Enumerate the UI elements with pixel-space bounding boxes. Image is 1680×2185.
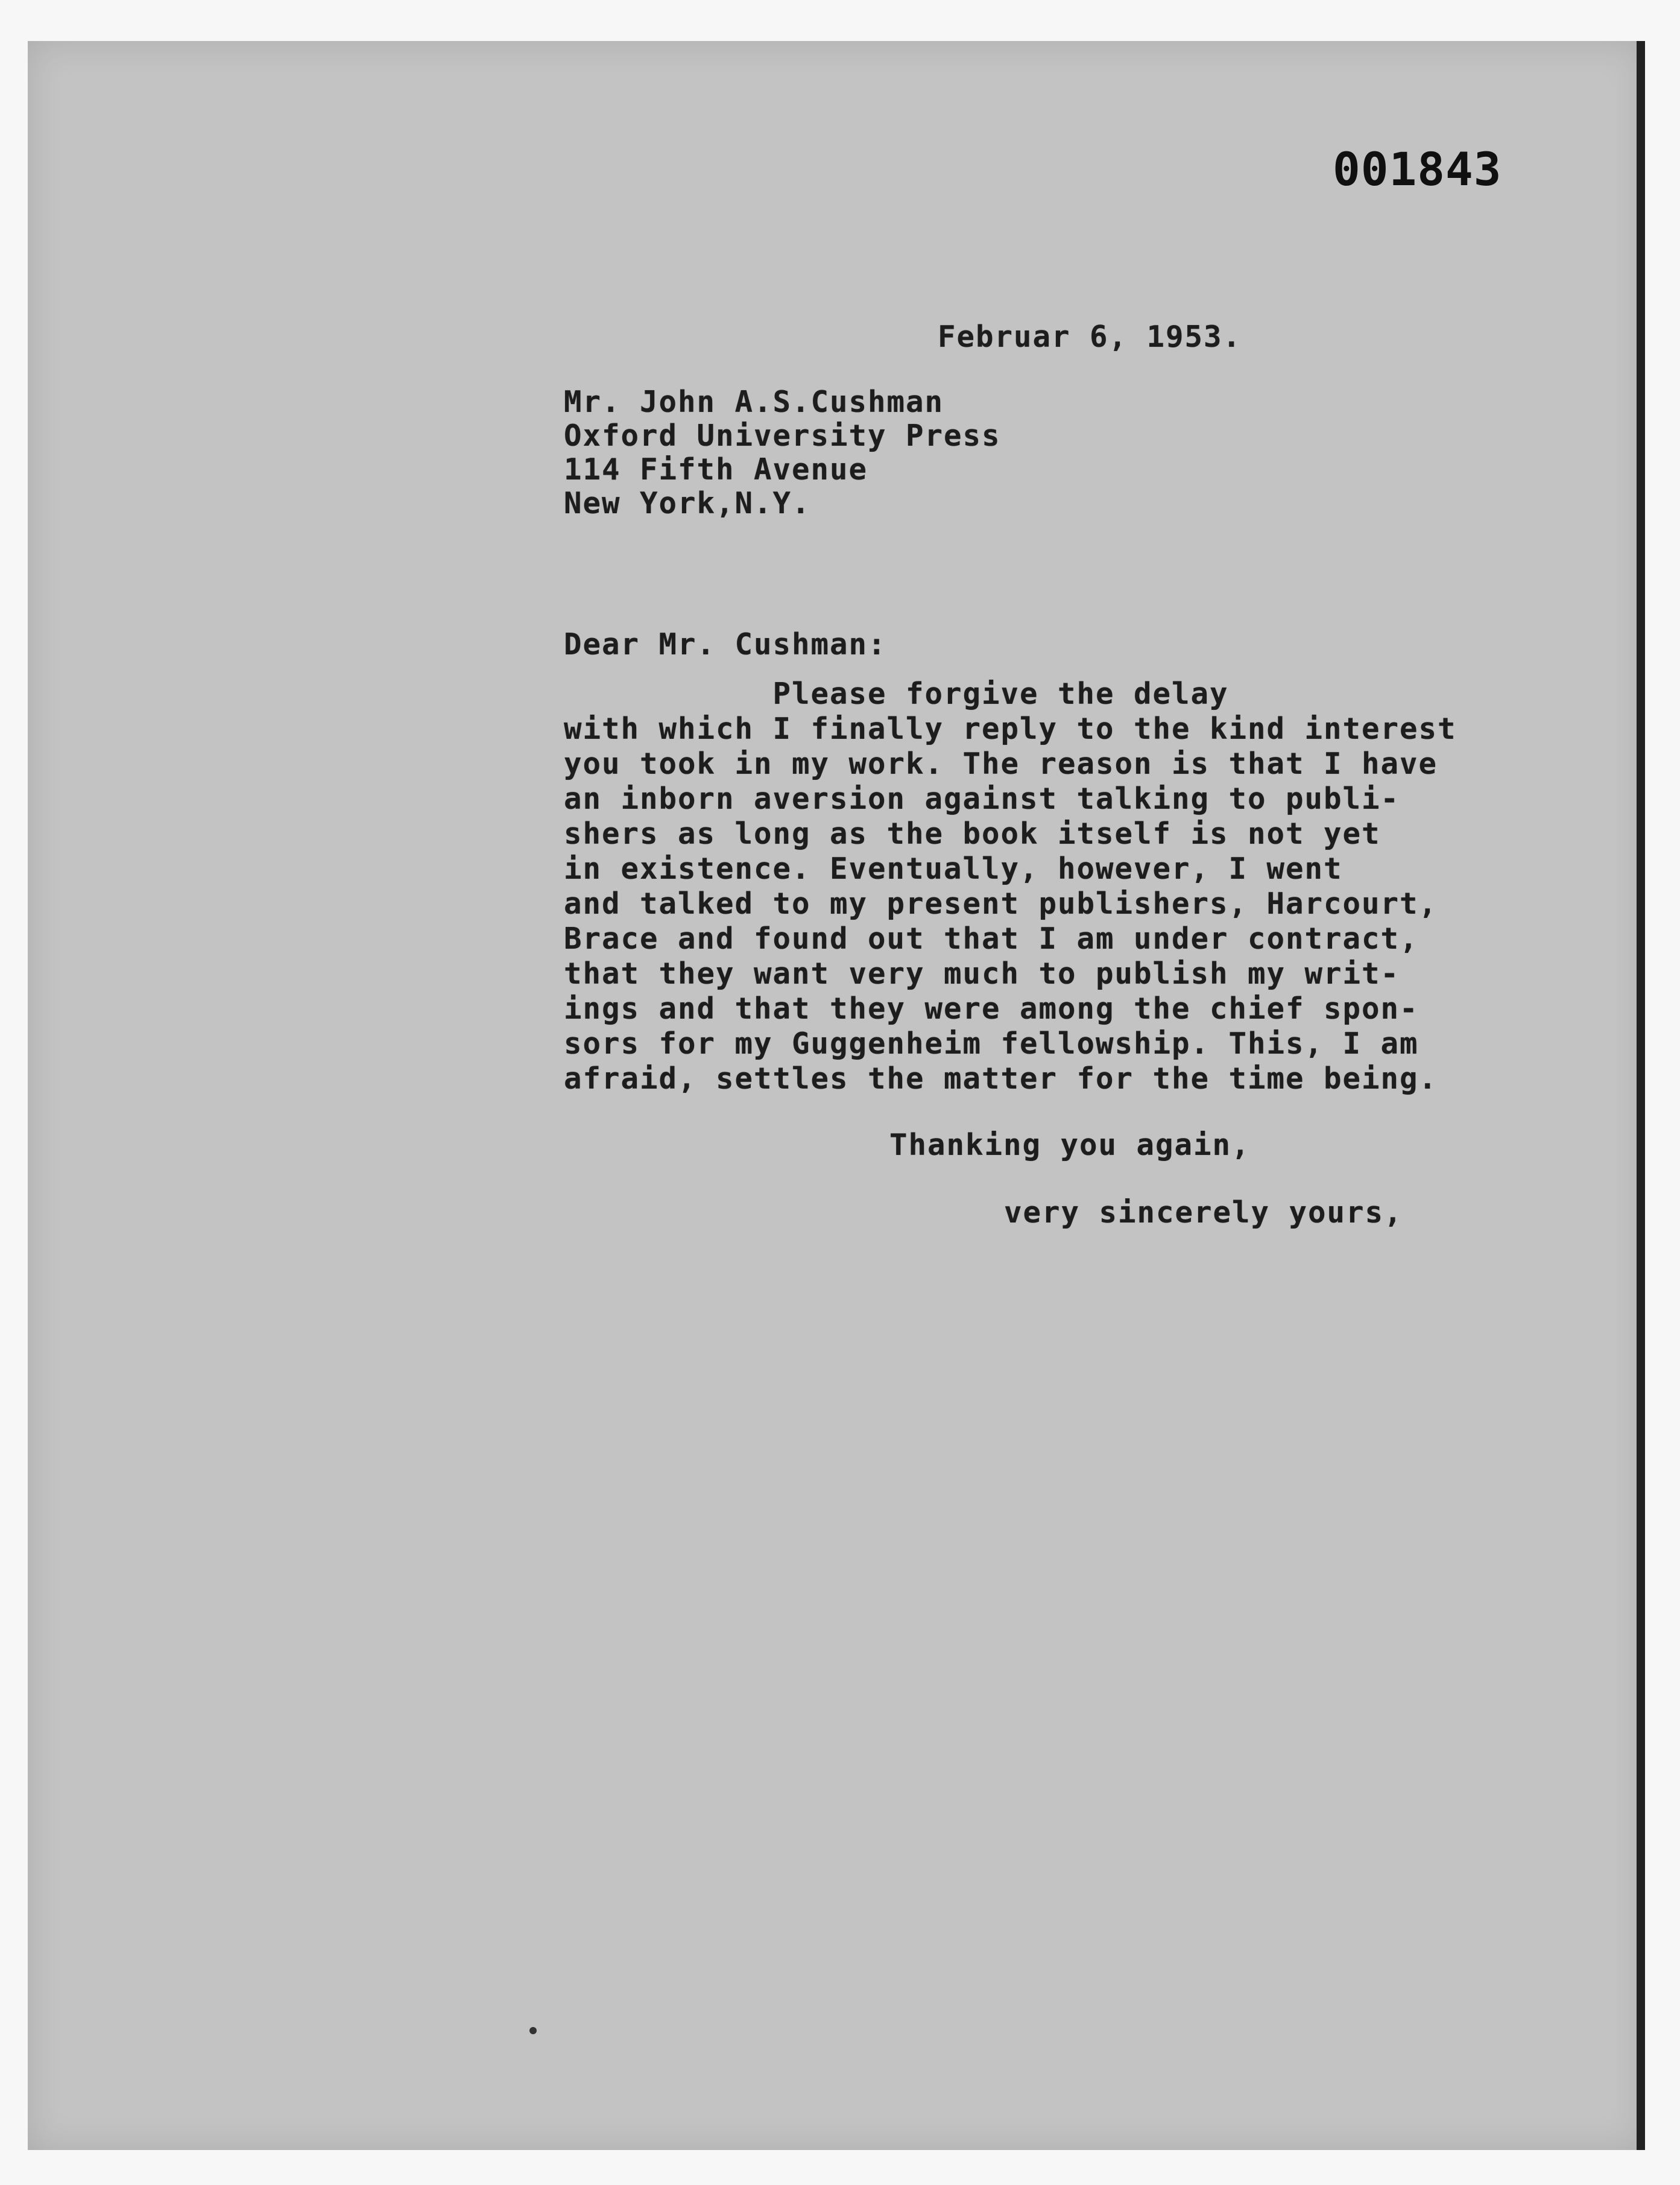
body-line: ings and that they were among the chief spon- xyxy=(564,991,1419,1026)
body-line: and talked to my present publishers, Harcourt, xyxy=(564,887,1438,921)
valediction: very sincerely yours, xyxy=(1004,1195,1403,1230)
body-line: with which I finally reply to the kind interest xyxy=(564,712,1457,746)
body-line: Please forgive the delay xyxy=(564,677,1229,711)
body-line: you took in my work. The reason is that I have xyxy=(564,747,1438,781)
recipient-organization: Oxford University Press xyxy=(564,419,1001,453)
document-number: 001843 xyxy=(1333,142,1502,196)
recipient-street: 114 Fifth Avenue xyxy=(564,452,868,487)
salutation: Dear Mr. Cushman: xyxy=(564,627,887,662)
body-line: in existence. Eventually, however, I went xyxy=(564,852,1343,886)
body-line: Brace and found out that I am under contract, xyxy=(564,922,1419,956)
page-edge-shadow xyxy=(1637,41,1645,2150)
recipient-name: Mr. John A.S.Cushman xyxy=(564,385,944,419)
body-line: that they want very much to publish my writ- xyxy=(564,957,1400,991)
body-line: an inborn aversion against talking to publi- xyxy=(564,782,1400,816)
letter-date: Februar 6, 1953. xyxy=(938,320,1242,354)
paper-speck xyxy=(529,2027,537,2034)
closing-thanks: Thanking you again, xyxy=(889,1128,1251,1162)
recipient-city: New York,N.Y. xyxy=(564,486,811,520)
body-line: afraid, settles the matter for the time being. xyxy=(564,1061,1438,1096)
body-line: sors for my Guggenheim fellowship. This, I am xyxy=(564,1026,1419,1061)
body-line: shers as long as the book itself is not yet xyxy=(564,817,1381,851)
